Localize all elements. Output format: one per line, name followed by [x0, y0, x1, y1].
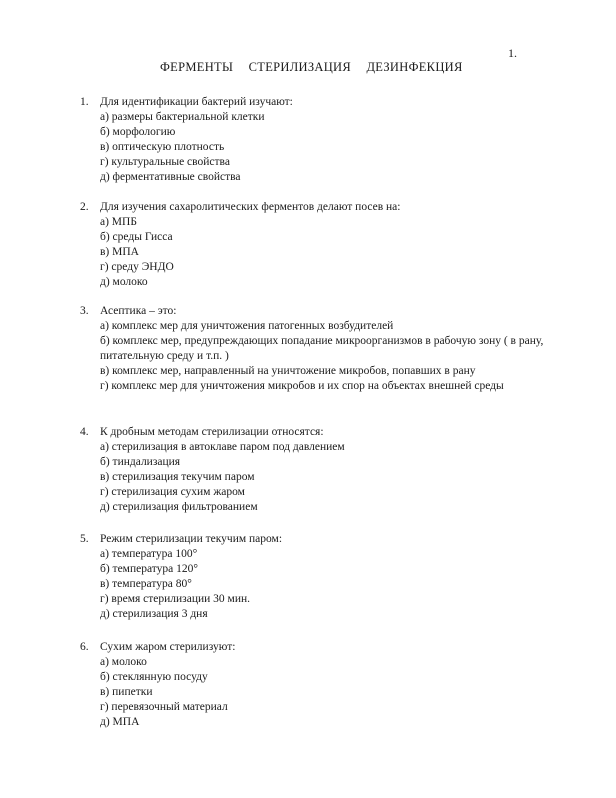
option-b: б) морфологию — [100, 126, 176, 138]
option-e: д) стерилизация фильтрованием — [100, 501, 258, 513]
question-4 — [80, 425, 550, 515]
question-number: 3. — [80, 305, 89, 317]
option-c: в) пипетки — [100, 686, 153, 698]
question-2 — [80, 200, 550, 290]
question-text: Сухим жаром стерилизуют: — [100, 641, 236, 653]
option-c: в) температура 80° — [100, 578, 192, 590]
option-d: г) перевязочный материал — [100, 701, 228, 713]
option-b: б) тиндализация — [100, 456, 181, 468]
option-b: б) среды Гисса — [100, 231, 173, 243]
question-3 — [80, 304, 550, 394]
option-e: д) молоко — [100, 276, 148, 288]
question-text: Для идентификации бактерий изучают: — [100, 96, 293, 108]
option-b: б) стеклянную посуду — [100, 671, 208, 683]
title-word-3: ДЕЗИНФЕКЦИЯ — [366, 60, 463, 74]
option-a: а) комплекс мер для уничтожения патогенных возбудителей — [100, 320, 394, 332]
option-a: а) стерилизация в автоклаве паром под давлением — [100, 441, 345, 453]
question-5 — [80, 532, 550, 622]
option-a: а) размеры бактериальной клетки — [100, 111, 265, 123]
option-a: а) МПБ — [100, 216, 137, 228]
title-word-2: СТЕРИЛИЗАЦИЯ — [248, 60, 351, 74]
page-title — [160, 60, 475, 75]
question-number: 2. — [80, 201, 89, 213]
option-list — [100, 319, 550, 394]
question-1 — [80, 95, 550, 185]
option-c: в) оптическую плотность — [100, 141, 225, 153]
option-list — [100, 440, 550, 515]
option-b: б) температура 120° — [100, 563, 198, 575]
option-e: д) МПА — [100, 716, 140, 728]
option-a: а) молоко — [100, 656, 147, 668]
option-d: г) комплекс мер для уничтожения микробов и их спор на объектах внешней среды — [100, 380, 504, 392]
question-text: Для изучения сахаролитических ферментов делают посев на: — [100, 201, 401, 213]
option-list — [100, 110, 550, 185]
option-d: г) культуральные свойства — [100, 156, 230, 168]
question-number: 6. — [80, 641, 89, 653]
question-number: 4. — [80, 426, 89, 438]
option-a: а) температура 100° — [100, 548, 198, 560]
question-text: К дробным методам стерилизации относятся: — [100, 426, 324, 438]
option-e: д) ферментативные свойства — [100, 171, 241, 183]
option-c: в) комплекс мер, направленный на уничтожение микробов, попавших в рану — [100, 365, 476, 377]
question-number: 1. — [80, 96, 89, 108]
option-d: г) стерилизация сухим жаром — [100, 486, 245, 498]
option-c: в) стерилизация текучим паром — [100, 471, 255, 483]
question-6 — [80, 640, 550, 730]
title-word-1: ФЕРМЕНТЫ — [160, 60, 234, 74]
question-number: 5. — [80, 533, 89, 545]
page-number: 1. — [508, 46, 517, 60]
option-d: г) среду ЭНДО — [100, 261, 174, 273]
option-list — [100, 215, 550, 290]
option-list — [100, 655, 550, 730]
option-d: г) время стерилизации 30 мин. — [100, 593, 250, 605]
question-text: Асептика – это: — [100, 305, 177, 317]
option-list — [100, 547, 550, 622]
option-c: в) МПА — [100, 246, 139, 258]
option-b: б) комплекс мер, предупреждающих попадание микроорганизмов в рабочую зону ( в рану, питательную среду и т.п. ) — [100, 335, 544, 362]
option-e: д) стерилизация 3 дня — [100, 608, 208, 620]
question-text: Режим стерилизации текучим паром: — [100, 533, 283, 545]
